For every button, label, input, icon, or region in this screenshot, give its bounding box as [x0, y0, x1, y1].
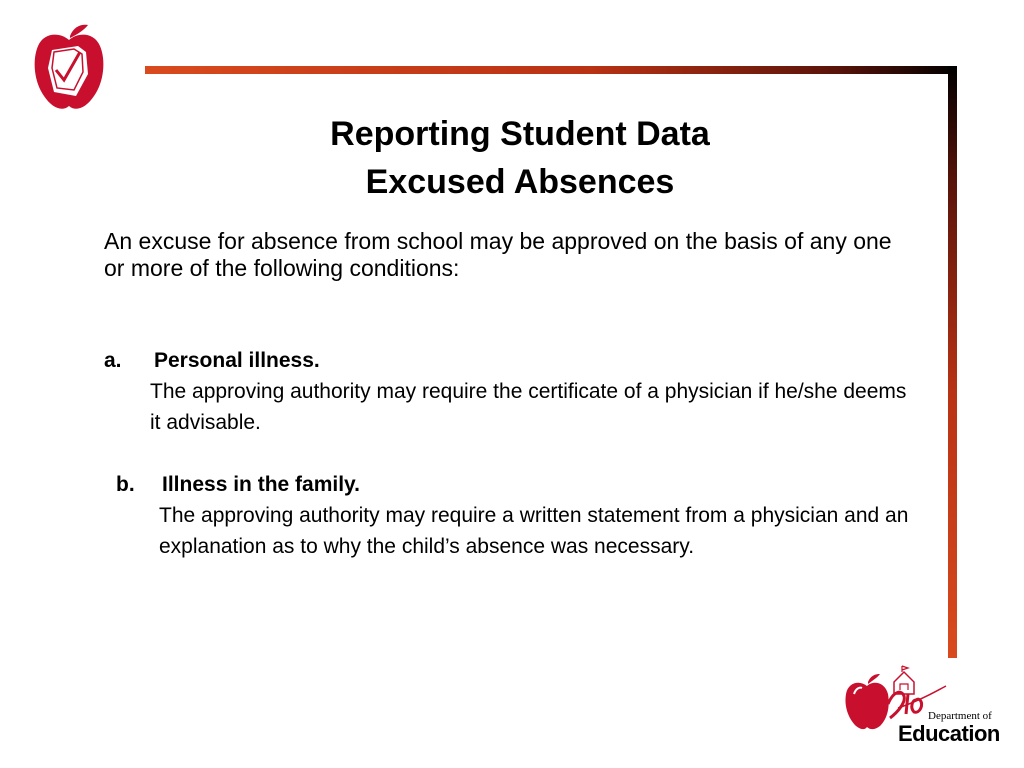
ode-education-label: Education: [898, 721, 1000, 746]
condition-a-body: The approving authority may require the certificate of a physician if he/she deems it advisable.: [150, 380, 907, 434]
slide-title: [150, 110, 890, 206]
condition-b-body: The approving authority may require a written statement from a physician and an explanation as to why the child’s absence was necessary.: [159, 504, 909, 558]
condition-b-title: Illness in the family.: [162, 473, 361, 496]
condition-b-heading: [116, 472, 360, 498]
apple-checkmark-icon: [30, 22, 108, 114]
condition-a-heading: [104, 348, 320, 374]
ode-department-label: Department of: [928, 710, 992, 722]
title-line-1: Reporting Student Data: [330, 115, 710, 153]
condition-a-marker: a.: [104, 349, 122, 372]
condition-b-marker: b.: [116, 473, 135, 496]
right-accent-bar: [948, 66, 957, 658]
title-line-2: Excused Absences: [365, 163, 675, 201]
condition-a-title: Personal illness.: [154, 349, 320, 372]
top-accent-bar: [145, 66, 957, 74]
intro-paragraph: An excuse for absence from school may be approved on the basis of any one or more of the following conditions:: [104, 228, 892, 281]
